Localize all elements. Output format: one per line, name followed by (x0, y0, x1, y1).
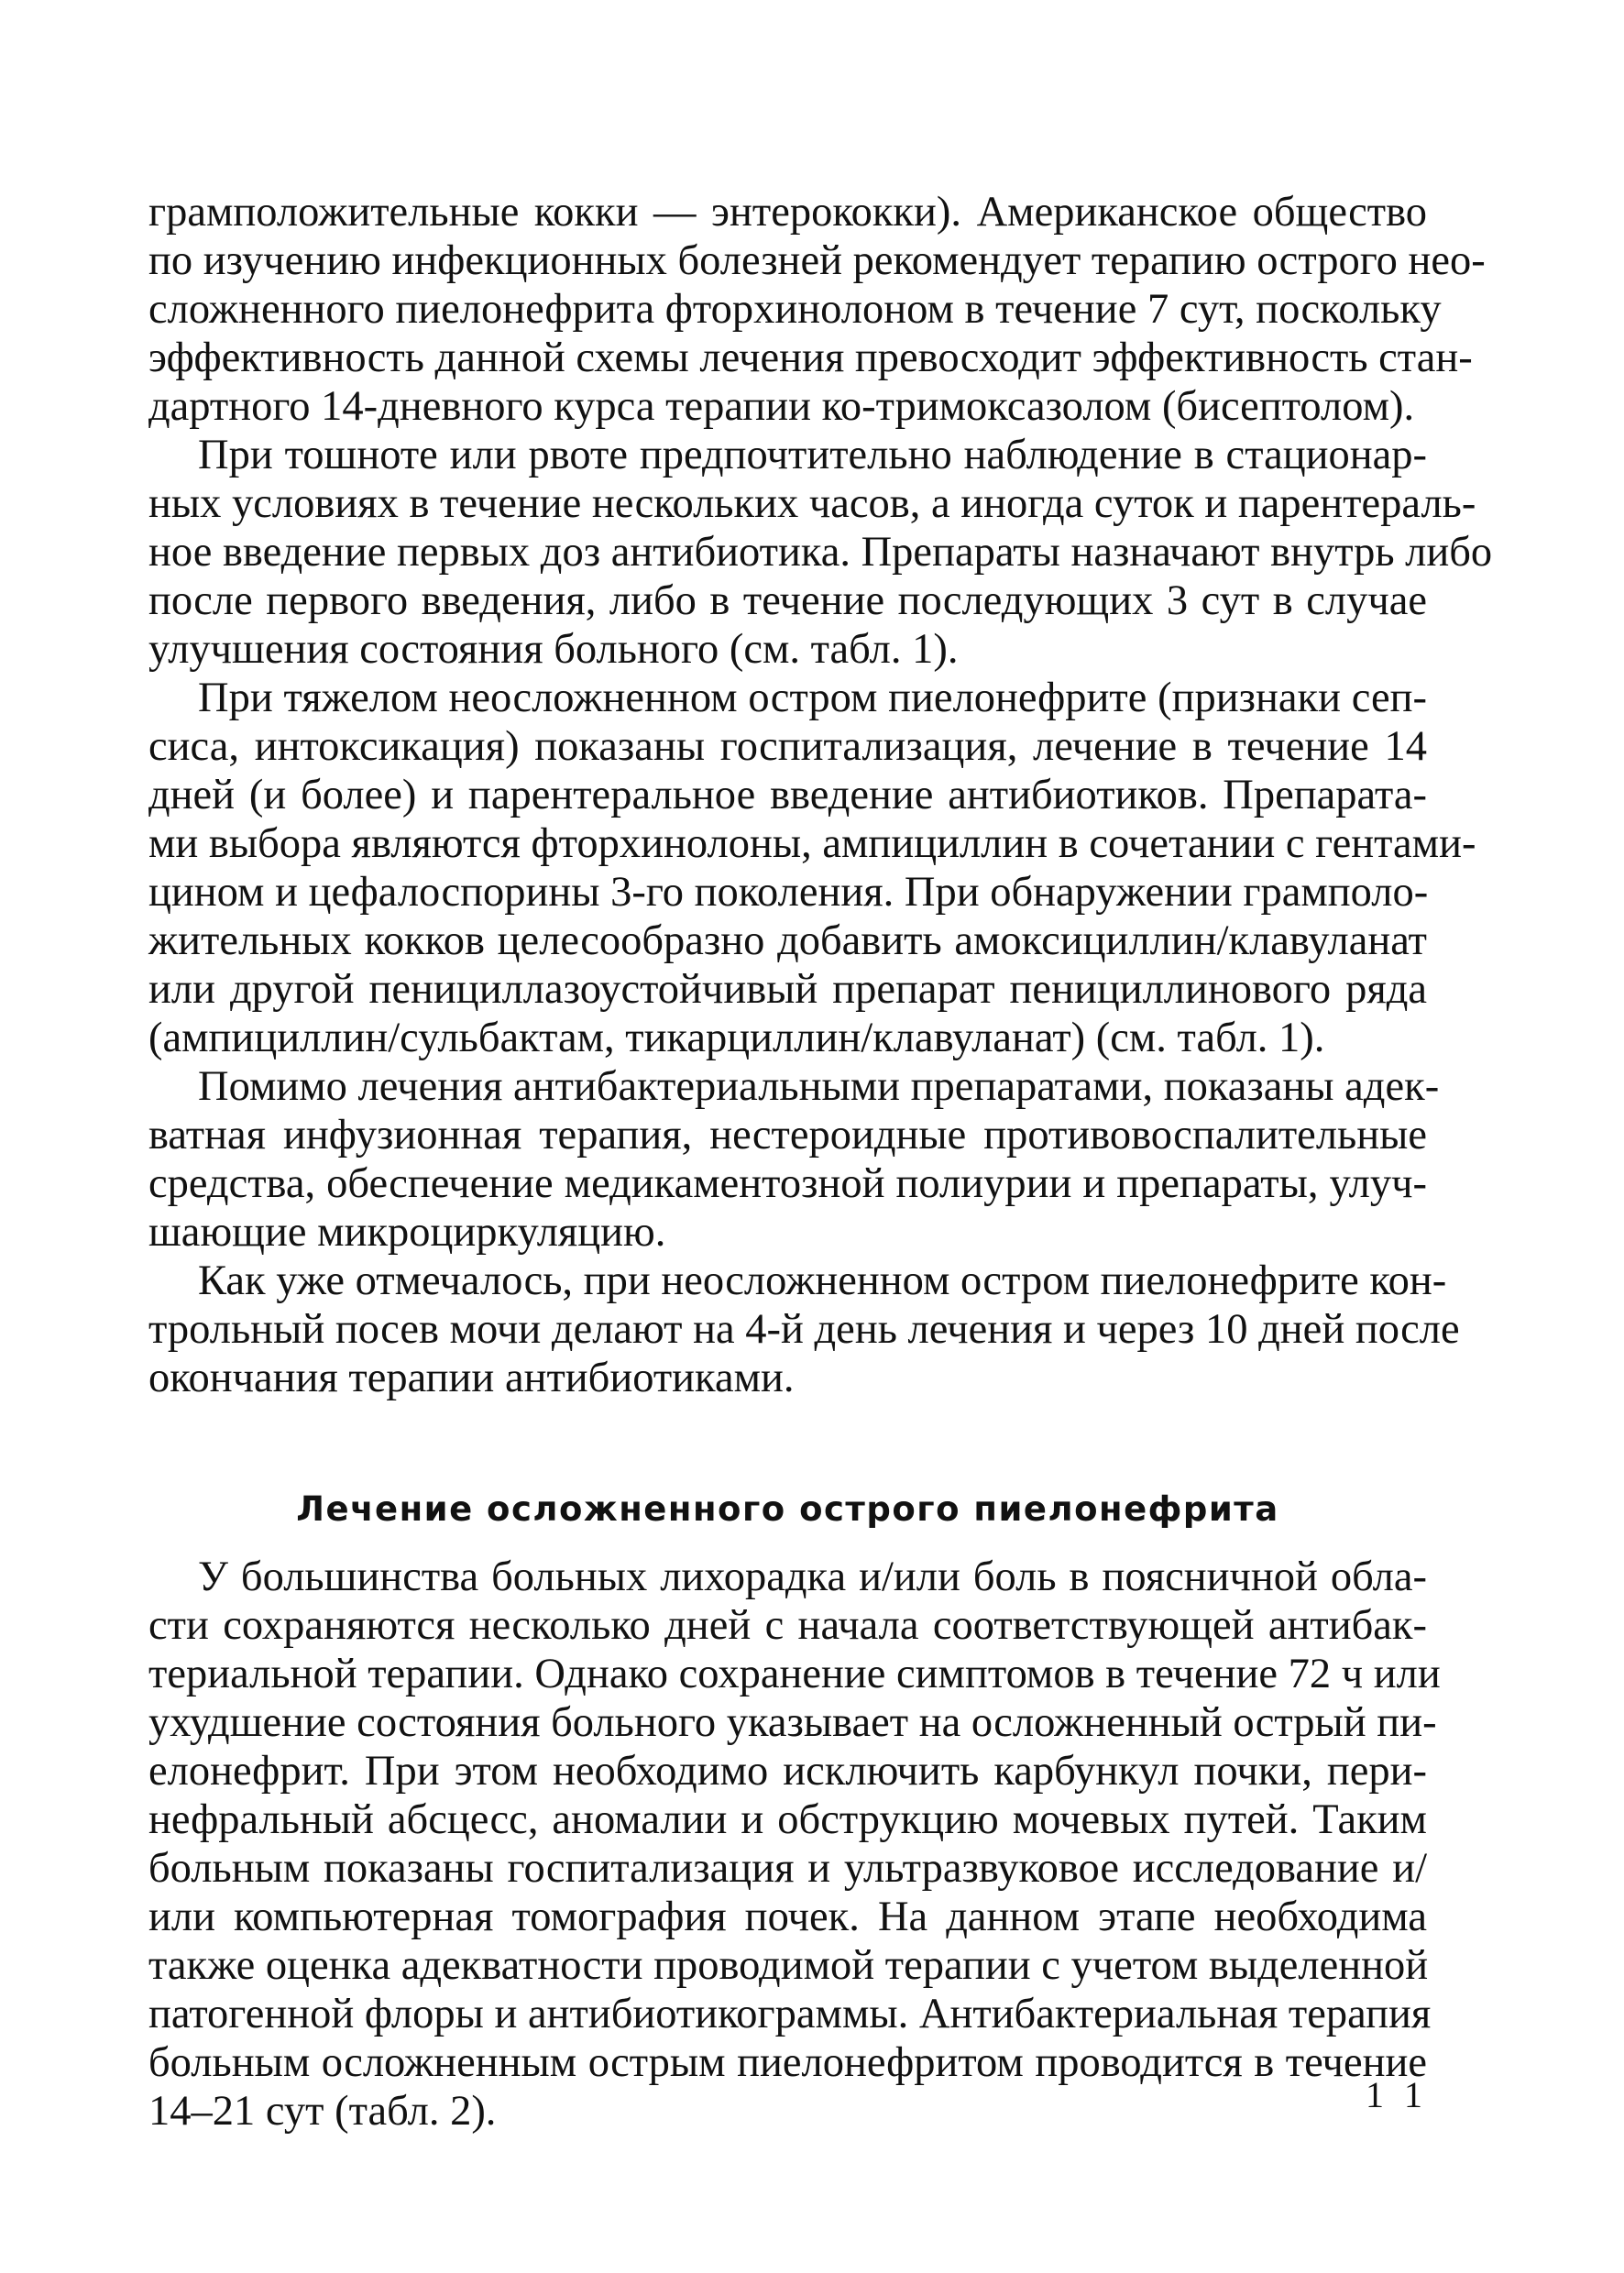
text-line: ных условиях в течение нескольких часов, а иногда суток и парентераль- (148, 480, 1476, 527)
paragraph (148, 1062, 1440, 1257)
text-line: ное введение первых доз антибиотика. Препараты назначают внутрь либо (148, 529, 1493, 576)
text-line: При тошноте или рвоте предпочтительно наблюдение в стационар- (198, 432, 1427, 478)
paragraph (148, 1553, 1441, 2136)
paragraph (148, 188, 1486, 431)
text-line: жительных кокков целесообразно добавить амоксициллин/клавуланат (148, 917, 1427, 964)
text-line: Помимо лечения антибактериальными препаратами, показаны адек- (198, 1063, 1440, 1110)
text-line: цином и цефалоспорины 3-го поколения. При обнаружении грамполо- (148, 869, 1429, 916)
text-line: окончания терапии антибиотиками. (148, 1355, 795, 1401)
text-line: эффективность данной схемы лечения превосходит эффективность стан- (148, 335, 1473, 381)
page-body (148, 188, 1493, 2136)
paragraph (148, 431, 1493, 674)
text-line: ми выбора являются фторхинолоны, ампициллин в сочетании с гентами- (148, 820, 1476, 867)
text-line: больным осложненным острым пиелонефритом проводится в течение (148, 2039, 1427, 2086)
text-line: грамположительные кокки — энтерококки). Американское общество (148, 189, 1427, 236)
text-line: после первого введения, либо в течение последующих 3 сут в случае (148, 577, 1427, 624)
text-line: нефральный абсцесс, аномалии и обструкцию мочевых путей. Таким (148, 1796, 1427, 1843)
text-line: 14–21 сут (табл. 2). (148, 2088, 497, 2135)
text-line: ухудшение состояния больного указывает на осложненный острый пи- (148, 1699, 1437, 1746)
section-heading: Лечение осложненного острого пиелонефрита (296, 1489, 1279, 1529)
body-text-before (148, 188, 1493, 1402)
text-line: сиса, интоксикация) показаны госпитализация, лечение в течение 14 (148, 723, 1427, 770)
text-line: улучшения состояния больного (см. табл. 1). (148, 626, 959, 673)
text-line: или другой пенициллазоустойчивый препарат пенициллинового ряда (148, 966, 1427, 1013)
text-line: У большинства больных лихорадка и/или боль в поясничной обла- (198, 1554, 1427, 1600)
paragraph (148, 1257, 1460, 1402)
paragraph (148, 674, 1476, 1062)
text-line: трольный посев мочи делают на 4-й день лечения и через 10 дней после (148, 1306, 1460, 1353)
text-line: При тяжелом неосложненном остром пиелонефрите (признаки сеп- (198, 675, 1427, 721)
text-line: дней (и более) и парентеральное введение антибиотиков. Препарата- (148, 772, 1427, 818)
text-line: ватная инфузионная терапия, нестероидные противовоспалительные (148, 1112, 1427, 1158)
text-line: по изучению инфекционных болезней рекомендует терапию острого нео- (148, 237, 1486, 284)
text-line: также оценка адекватности проводимой терапии с учетом выделенной (148, 1942, 1429, 1989)
text-line: патогенной флоры и антибиотикограммы. Антибактериальная терапия (148, 1991, 1432, 2037)
text-line: дартного 14-дневного курса терапии ко-тримоксазолом (бисептолом). (148, 383, 1415, 430)
text-line: териальной терапии. Однако сохранение симптомов в течение 72 ч или (148, 1651, 1441, 1697)
text-line: сти сохраняются несколько дней с начала соответствующей антибак- (148, 1602, 1427, 1649)
text-line: елонефрит. При этом необходимо исключить карбункул почки, пери- (148, 1748, 1427, 1795)
text-line: или компьютерная томография почек. На данном этапе необходима (148, 1894, 1427, 1940)
text-line: шающие микроциркуляцию. (148, 1209, 666, 1256)
text-line: больным показаны госпитализация и ультразвуковое исследование и/ (148, 1845, 1427, 1892)
page-number: 1 1 (1366, 2074, 1428, 2115)
text-line: сложненного пиелонефрита фторхинолоном в течение 7 сут, поскольку (148, 286, 1442, 333)
text-line: средства, обеспечение медикаментозной полиурии и препараты, улуч- (148, 1160, 1427, 1207)
body-text-after (148, 1553, 1441, 2136)
text-line: (ампициллин/сульбактам, тикарциллин/клавуланат) (см. табл. 1). (148, 1015, 1325, 1061)
text-line: Как уже отмечалось, при неосложненном остром пиелонефрите кон- (198, 1257, 1447, 1304)
